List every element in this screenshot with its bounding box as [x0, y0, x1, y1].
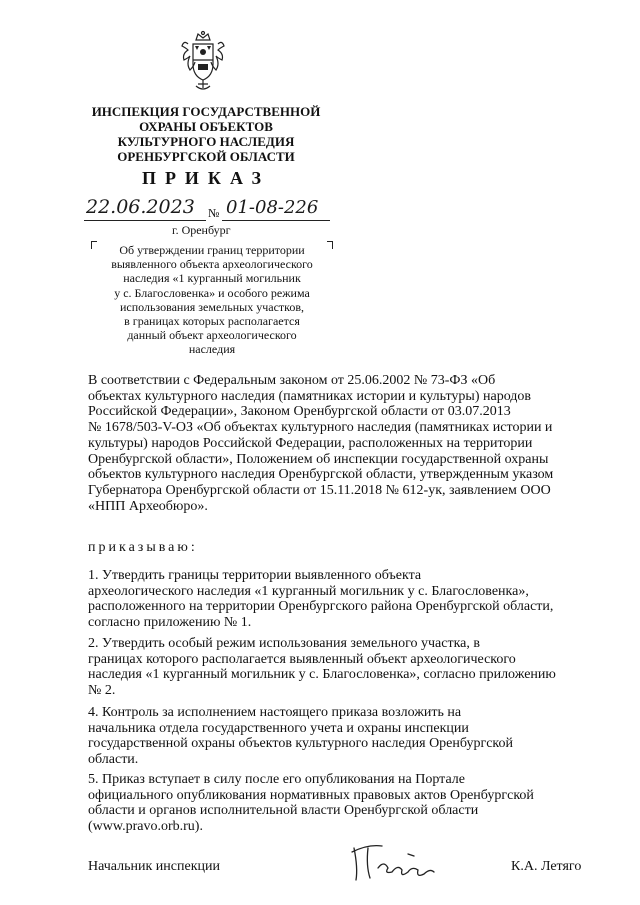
coat-of-arms-icon [178, 30, 228, 92]
decree-word: приказываю: [88, 540, 198, 555]
agency-name: ИНСПЕКЦИЯ ГОСУДАРСТВЕННОЙ ОХРАНЫ ОБЪЕКТОВ КУЛЬТУРНОГО НАСЛЕДИЯ ОРЕНБУРГСКОЙ ОБЛАСТИ [91, 104, 321, 164]
number-sign: № [208, 206, 220, 220]
date-underline [84, 220, 206, 221]
document-type-title: ПРИКАЗ [141, 168, 271, 188]
order-date: 22.06.2023 [86, 196, 195, 218]
signatory-name: К.А. Летяго [511, 859, 582, 874]
order-item-1: 1. Утвердить границы территории выявленного объекта археологического наследия «1 курганный могильник у с. Благословенка», расположенного на территории Оренбургского района Оренбургской области, согласно приложению № 1. [88, 568, 554, 631]
number-underline [222, 220, 330, 221]
preamble-paragraph: В соответствии с Федеральным законом от 25.06.2002 № 73-ФЗ «Об объектах культурного наследия (памятниках истории и культуры) народов Российской Федерации», Законом Оренбургской области от 03.07.2013 № 1678/503-V-ОЗ «Об объектах культурного наследия (памятниках истории и культуры) народов Российской Федерации, расположенных на территории Оренбургской области», Положением об инспекции государственной охраны объектов культурного наследия Оренбургской области, утвержденным указом Губернатора Оренбургской области от 15.11.2018 № 612-ук, заявлением ООО «НПП Археобюро». [88, 373, 554, 514]
order-item-2: 2. Утвердить особый режим использования земельного участка, в границах которого располагается выявленный объект археологического наследия «1 курганный могильник у с. Благословенка», согласно приложению № 2. [88, 636, 556, 699]
order-number: 01-08-226 [226, 197, 319, 218]
handwritten-signature [348, 838, 444, 886]
signatory-title: Начальник инспекции [88, 859, 220, 874]
order-item-5: 5. Приказ вступает в силу после его опубликования на Портале официального опубликования нормативных правовых актов Оренбургской области и органов исполнительной власти Оренбургской области (www.pravo.orb.ru). [88, 772, 534, 835]
order-item-4: 4. Контроль за исполнением настоящего приказа возложить на начальника отдела государственного учета и охраны инспекции государственной охраны объектов культурного наследия Оренбургской области. [88, 705, 514, 768]
city-line: г. Оренбург [172, 223, 231, 237]
order-subject: Об утверждении границ территории выявленного объекта археологического наследия «1 курганный могильник у с. Благословенка» и особого режима использования земельных участков, в границах которых располагается данный объект археологического наследия [111, 243, 313, 357]
